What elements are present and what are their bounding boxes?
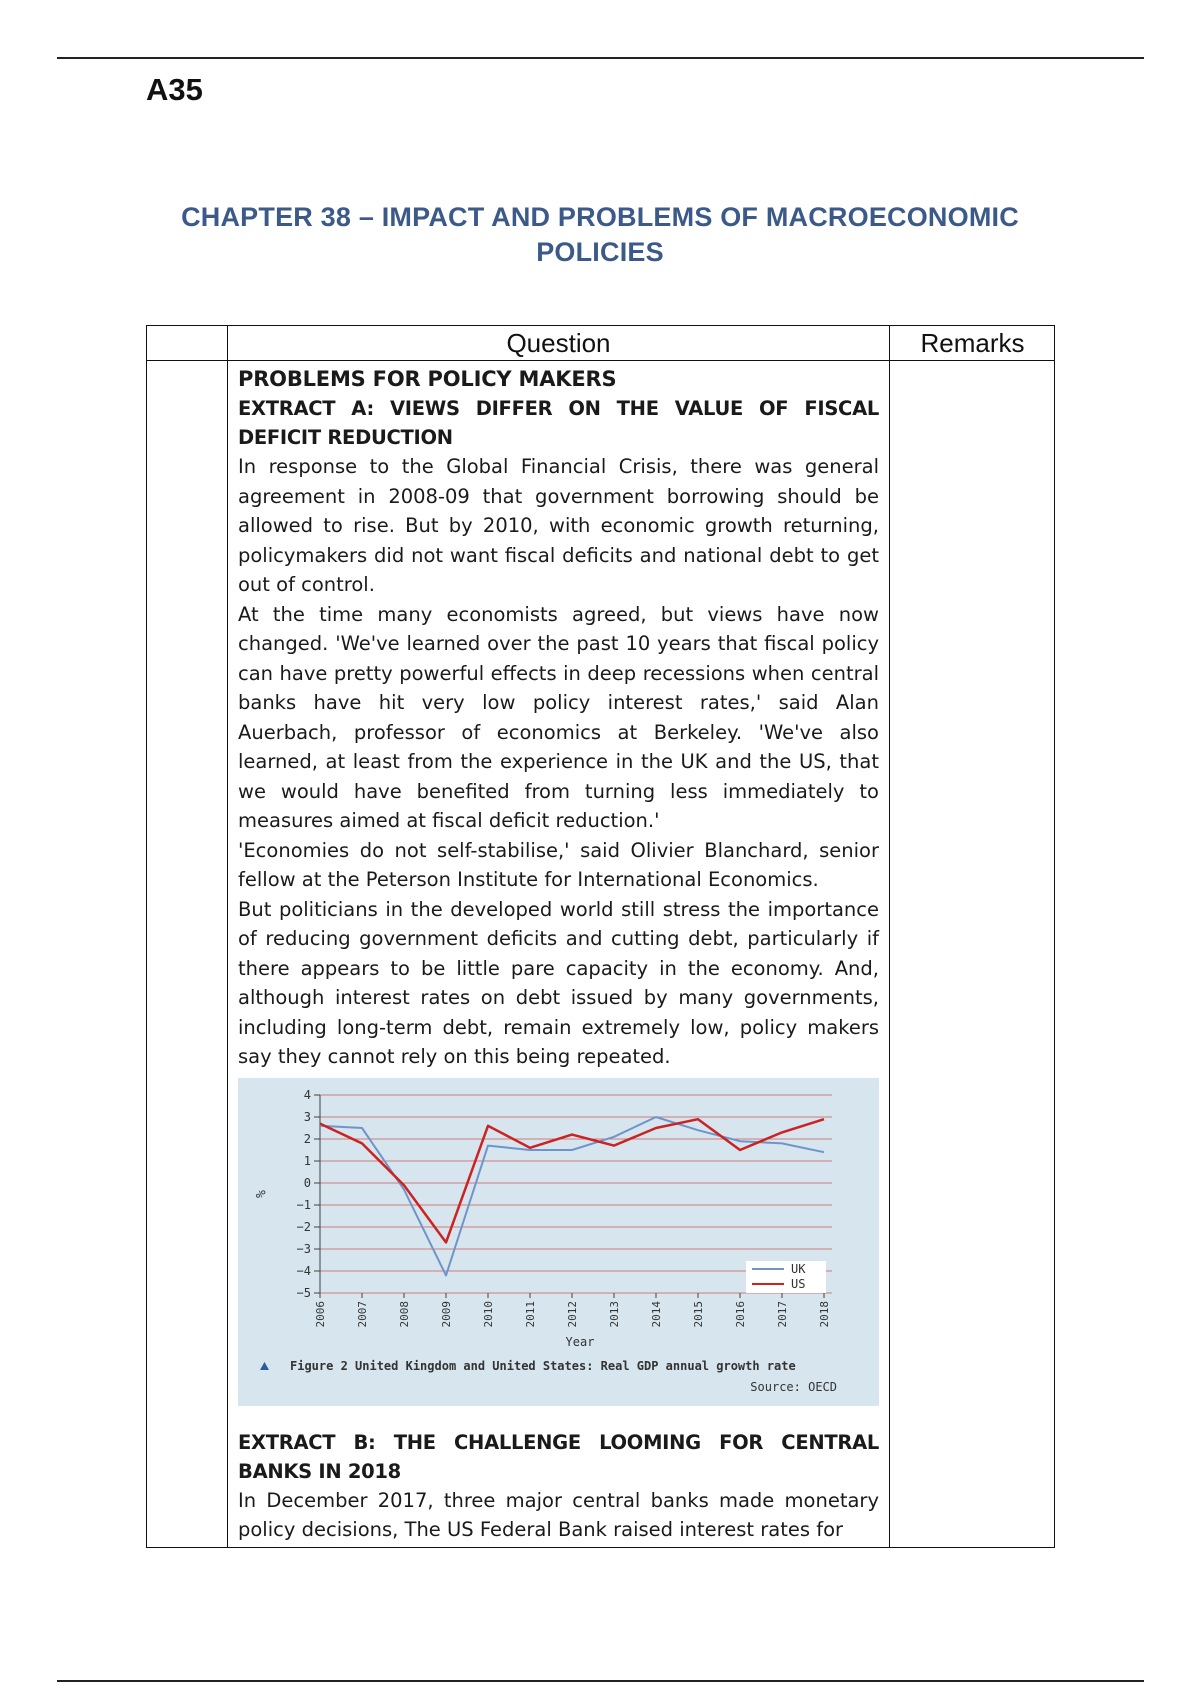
x-axis-label: Year — [565, 1334, 595, 1349]
legend-label-uk: UK — [791, 1261, 806, 1276]
x-tick-label: 2015 — [692, 1300, 705, 1327]
legend-box — [746, 1261, 826, 1293]
x-tick-label: 2011 — [524, 1300, 537, 1327]
x-tick-label: 2016 — [734, 1300, 747, 1327]
bottom-rule — [57, 1680, 1144, 1682]
section-title: PROBLEMS FOR POLICY MAKERS — [238, 367, 617, 391]
y-tick-label: 0 — [303, 1175, 311, 1190]
paragraph: At the time many economists agreed, but views have now changed. 'We've learned over the past 10 years that fiscal policy can have pretty powerful effects in deep recessions when central banks have hit very low policy interest rates,' said Alan Auerbach, professor of economics at Berkeley. 'We've also learned, at least from the experience in the UK and the US, that we would have benefited from turning less immediately to measures aimed at fiscal deficit reduction.' — [238, 602, 879, 832]
y-tick-label: −5 — [296, 1285, 311, 1300]
paragraph: But politicians in the developed world still stress the importance of reducing government deficits and cutting debt, particularly if there appears to be little pare capacity in the economy. And, although interest rates on debt issued by many governments, including long-term debt, remain extremely low, policy makers say they cannot rely on this being repeated. — [238, 897, 879, 1068]
table-divider-left — [227, 325, 228, 1548]
extract-a-title: EXTRACT A: VIEWS DIFFER ON THE VALUE OF FISCAL DEFICIT REDUCTION — [238, 397, 879, 449]
x-tick-label: 2006 — [314, 1300, 327, 1327]
table-divider-right — [889, 325, 890, 1548]
gdp-growth-chart — [238, 1078, 879, 1406]
series-line-uk — [320, 1117, 824, 1275]
extract-b-title: EXTRACT B: THE CHALLENGE LOOMING FOR CENTRAL BANKS IN 2018 — [238, 1430, 879, 1483]
gdp-growth-figure — [238, 1078, 879, 1406]
y-axis-label: % — [252, 1189, 267, 1198]
x-tick-label: 2012 — [566, 1300, 579, 1327]
x-tick-label: 2008 — [398, 1300, 411, 1327]
y-tick-label: 3 — [303, 1109, 311, 1124]
y-tick-label: −2 — [296, 1219, 311, 1234]
x-tick-label: 2009 — [440, 1300, 453, 1327]
x-tick-label: 2007 — [356, 1300, 369, 1327]
y-tick-label: 4 — [303, 1087, 311, 1102]
paragraph: In response to the Global Financial Crisis, there was general agreement in 2008-09 that government borrowing should be allowed to rise. But by 2010, with economic growth returning, policymakers did not want fiscal deficits and national debt to get out of control. — [238, 455, 879, 596]
y-tick-label: −1 — [296, 1197, 311, 1212]
x-tick-label: 2017 — [776, 1300, 789, 1327]
x-tick-label: 2010 — [482, 1300, 495, 1327]
column-header-question: Question — [506, 328, 611, 358]
caption-triangle-icon — [260, 1362, 269, 1370]
y-tick-label: 1 — [303, 1153, 311, 1168]
top-rule — [57, 57, 1144, 59]
legend-label-us: US — [791, 1276, 806, 1291]
y-tick-label: −3 — [296, 1241, 311, 1256]
chapter-title: CHAPTER 38 – IMPACT AND PROBLEMS OF MACROECONOMIC POLICIES — [181, 202, 1019, 267]
y-tick-label: 2 — [303, 1131, 311, 1146]
figure-source: Source: OECD — [750, 1379, 837, 1394]
x-tick-label: 2018 — [818, 1300, 831, 1327]
question-cell — [238, 364, 879, 1544]
table-header-divider — [146, 360, 1055, 361]
x-tick-label: 2013 — [608, 1300, 621, 1327]
y-tick-label: −4 — [296, 1263, 311, 1278]
series-line-us — [320, 1119, 824, 1242]
figure-caption: Figure 2 United Kingdom and United States: Real GDP annual growth rate — [290, 1358, 796, 1373]
paragraph: 'Economies do not self-stabilise,' said Olivier Blanchard, senior fellow at the Peterson Institute for International Economics. — [238, 838, 879, 891]
column-header-remarks: Remarks — [920, 328, 1025, 358]
x-tick-label: 2014 — [650, 1300, 663, 1327]
extract-b-text: In December 2017, three major central banks made monetary policy decisions, The US Federal Bank raised interest rates for — [238, 1488, 879, 1541]
page-label: A35 — [146, 72, 203, 107]
